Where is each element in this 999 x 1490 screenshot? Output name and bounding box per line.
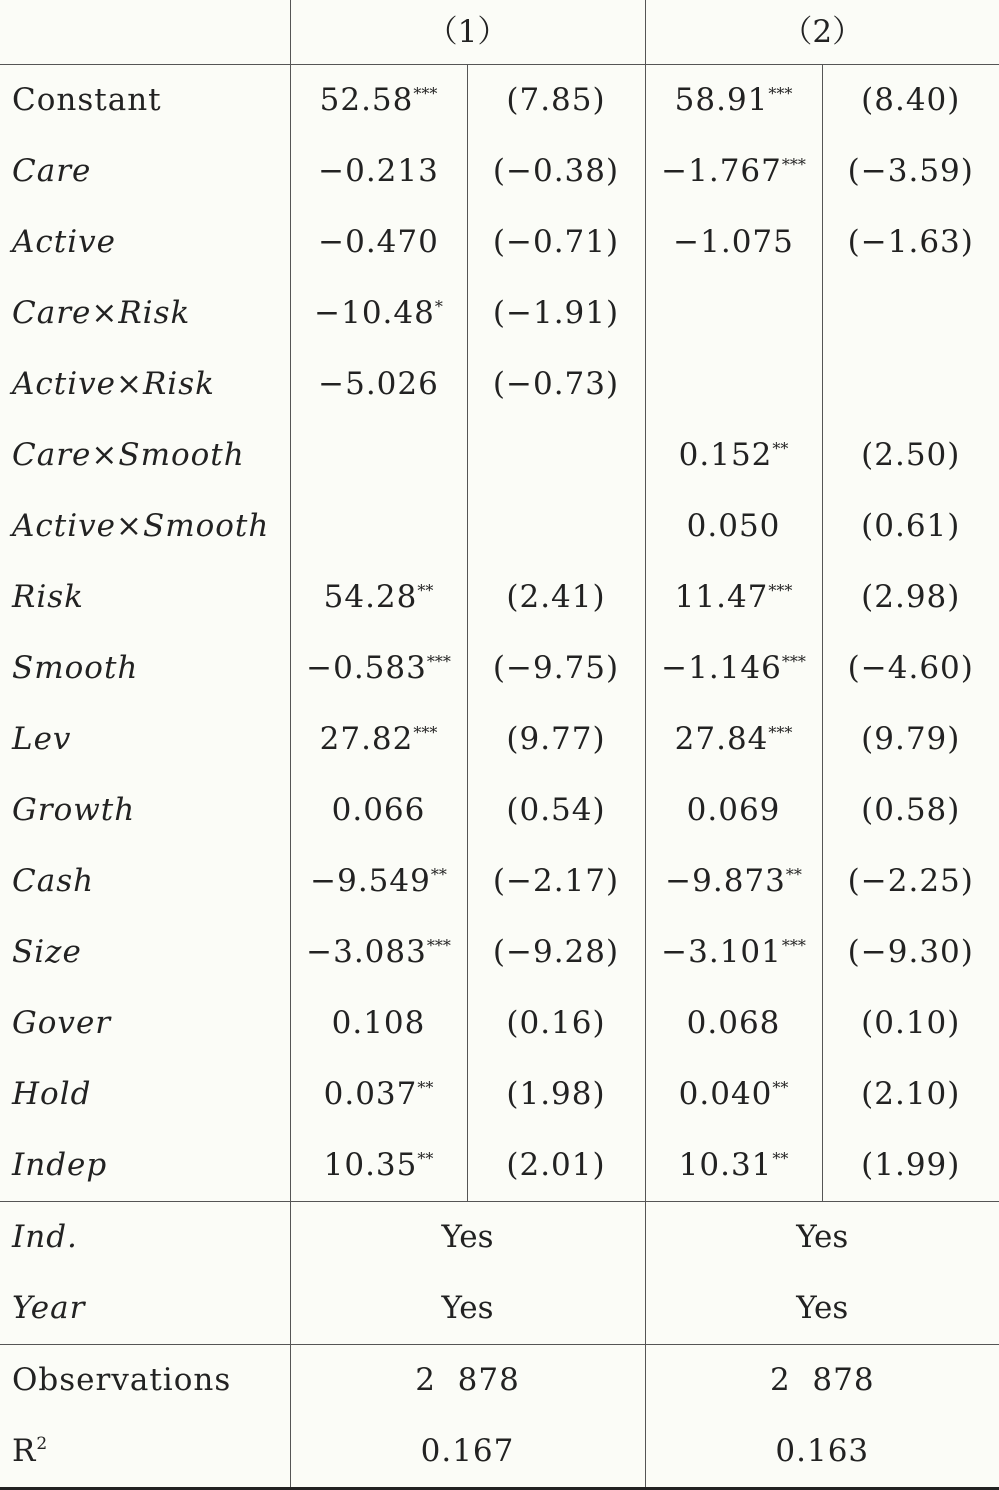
table-row (0, 988, 999, 1059)
row-label: Active×Risk (12, 366, 215, 402)
model-1-t-stat (467, 491, 645, 562)
row-label: Indep (12, 1147, 108, 1183)
model-1-coefficient: 54.28** (290, 562, 467, 633)
model-1-control: Yes (290, 1273, 645, 1345)
row-label: Care×Risk (12, 295, 191, 331)
model-2-t-stat: (0.10) (822, 988, 999, 1059)
model-2-coefficient: −1.767*** (645, 136, 822, 207)
model-1-t-stat: (−1.91) (467, 278, 645, 349)
model-1-coefficient: 10.35** (290, 1130, 467, 1202)
model-2-r-squared: 0.163 (645, 1416, 999, 1489)
row-label: Gover (12, 1005, 112, 1041)
row-label: Active (12, 224, 116, 260)
model-2-coefficient: 0.050 (645, 491, 822, 562)
model-1-coefficient: −10.48* (290, 278, 467, 349)
row-label: Constant (12, 82, 162, 118)
significance-stars: ** (417, 1149, 434, 1168)
model-2-t-stat: (−3.59) (822, 136, 999, 207)
header-row (0, 0, 999, 65)
model-2-t-stat: (8.40) (822, 65, 999, 137)
model-1-t-stat: (−9.28) (467, 917, 645, 988)
model-1-coefficient: −3.083*** (290, 917, 467, 988)
model-2-control: Yes (645, 1273, 999, 1345)
model-2-t-stat: (2.50) (822, 420, 999, 491)
model-1-t-stat: (0.16) (467, 988, 645, 1059)
model-1-coefficient: 27.82*** (290, 704, 467, 775)
model-2-coefficient: 0.069 (645, 775, 822, 846)
model-2-coefficient (645, 278, 822, 349)
model-2-t-stat: (2.10) (822, 1059, 999, 1130)
significance-stars: *** (426, 936, 451, 955)
header-model-2: （2） (645, 0, 999, 65)
table-row (0, 775, 999, 846)
significance-stars: *** (768, 84, 793, 103)
model-2-control: Yes (645, 1202, 999, 1274)
row-label: Observations (0, 1345, 290, 1417)
table-row (0, 349, 999, 420)
significance-stars: ** (430, 865, 447, 884)
stat-row-observations (0, 1345, 999, 1417)
table-row (0, 207, 999, 278)
significance-stars: *** (413, 723, 438, 742)
model-1-t-stat: (9.77) (467, 704, 645, 775)
model-2-coefficient: 0.152** (645, 420, 822, 491)
significance-stars: *** (768, 723, 793, 742)
model-2-t-stat (822, 349, 999, 420)
row-label: Care×Smooth (12, 437, 245, 473)
model-2-coefficient: 11.47*** (645, 562, 822, 633)
model-1-t-stat: (2.41) (467, 562, 645, 633)
row-label: Cash (12, 863, 95, 899)
row-label: Smooth (12, 650, 139, 686)
table-row (0, 491, 999, 562)
model-1-coefficient: −0.213 (290, 136, 467, 207)
row-label: Hold (12, 1076, 92, 1112)
significance-stars: * (434, 297, 443, 316)
table-row (0, 704, 999, 775)
model-1-coefficient: −9.549** (290, 846, 467, 917)
table-row (0, 278, 999, 349)
model-1-observations: 2 878 (290, 1345, 645, 1417)
model-2-coefficient: −1.075 (645, 207, 822, 278)
significance-stars: *** (781, 652, 806, 671)
row-label: Risk (12, 579, 84, 615)
model-2-t-stat: (−1.63) (822, 207, 999, 278)
superscript: 2 (36, 1434, 49, 1454)
row-label: Active×Smooth (12, 508, 270, 544)
table-row (0, 917, 999, 988)
model-1-t-stat: (−0.71) (467, 207, 645, 278)
model-2-t-stat: (−9.30) (822, 917, 999, 988)
significance-stars: *** (781, 155, 806, 174)
model-1-coefficient: 0.037** (290, 1059, 467, 1130)
significance-stars: ** (772, 1149, 789, 1168)
model-2-observations: 2 878 (645, 1345, 999, 1417)
model-1-t-stat: (2.01) (467, 1130, 645, 1202)
model-1-t-stat: (−0.38) (467, 136, 645, 207)
model-2-t-stat: (2.98) (822, 562, 999, 633)
model-1-t-stat: (−2.17) (467, 846, 645, 917)
model-2-coefficient: 0.068 (645, 988, 822, 1059)
model-2-t-stat: (0.61) (822, 491, 999, 562)
model-2-coefficient: −9.873** (645, 846, 822, 917)
significance-stars: ** (417, 581, 434, 600)
model-2-t-stat: (9.79) (822, 704, 999, 775)
model-2-t-stat: (1.99) (822, 1130, 999, 1202)
row-label: Lev (12, 721, 72, 757)
table-row (0, 1059, 999, 1130)
stat-row-r-squared (0, 1416, 999, 1489)
table-row (0, 562, 999, 633)
model-2-t-stat: (−4.60) (822, 633, 999, 704)
table-row (0, 633, 999, 704)
model-2-coefficient: 0.040** (645, 1059, 822, 1130)
row-label: Care (12, 153, 92, 189)
table-row (0, 65, 999, 137)
row-label: Size (12, 934, 82, 970)
model-1-t-stat: (−0.73) (467, 349, 645, 420)
model-2-coefficient: −1.146*** (645, 633, 822, 704)
row-label: $R^2$ (0, 1416, 290, 1489)
header-model-1: （1） (290, 0, 645, 65)
model-1-coefficient (290, 491, 467, 562)
model-1-coefficient: −0.583*** (290, 633, 467, 704)
model-1-r-squared: 0.167 (290, 1416, 645, 1489)
model-1-coefficient: −5.026 (290, 349, 467, 420)
model-2-t-stat: (0.58) (822, 775, 999, 846)
table-row (0, 420, 999, 491)
control-row-industry (0, 1202, 999, 1274)
significance-stars: *** (426, 652, 451, 671)
model-1-t-stat: (−9.75) (467, 633, 645, 704)
row-label: Ind. (0, 1202, 290, 1274)
model-1-t-stat: (1.98) (467, 1059, 645, 1130)
model-1-coefficient: −0.470 (290, 207, 467, 278)
model-1-t-stat (467, 420, 645, 491)
significance-stars: ** (772, 439, 789, 458)
model-2-coefficient: −3.101*** (645, 917, 822, 988)
significance-stars: ** (772, 1078, 789, 1097)
significance-stars: ** (785, 865, 802, 884)
model-1-coefficient (290, 420, 467, 491)
row-label: Growth (12, 792, 136, 828)
table-row (0, 136, 999, 207)
model-1-t-stat: (7.85) (467, 65, 645, 137)
row-label: Year (12, 1290, 86, 1326)
model-2-coefficient: 58.91*** (645, 65, 822, 137)
model-2-coefficient: 27.84*** (645, 704, 822, 775)
table-row (0, 1130, 999, 1202)
model-2-t-stat (822, 278, 999, 349)
significance-stars: *** (781, 936, 806, 955)
model-1-t-stat: (0.54) (467, 775, 645, 846)
significance-stars: *** (768, 581, 793, 600)
model-1-coefficient: 0.108 (290, 988, 467, 1059)
significance-stars: *** (413, 84, 438, 103)
model-2-t-stat: (−2.25) (822, 846, 999, 917)
control-row-year (0, 1273, 999, 1345)
model-1-coefficient: 0.066 (290, 775, 467, 846)
table-row (0, 846, 999, 917)
significance-stars: ** (417, 1078, 434, 1097)
model-1-coefficient: 52.58*** (290, 65, 467, 137)
model-2-coefficient: 10.31** (645, 1130, 822, 1202)
model-1-control: Yes (290, 1202, 645, 1274)
header-stub (0, 0, 290, 65)
model-2-coefficient (645, 349, 822, 420)
